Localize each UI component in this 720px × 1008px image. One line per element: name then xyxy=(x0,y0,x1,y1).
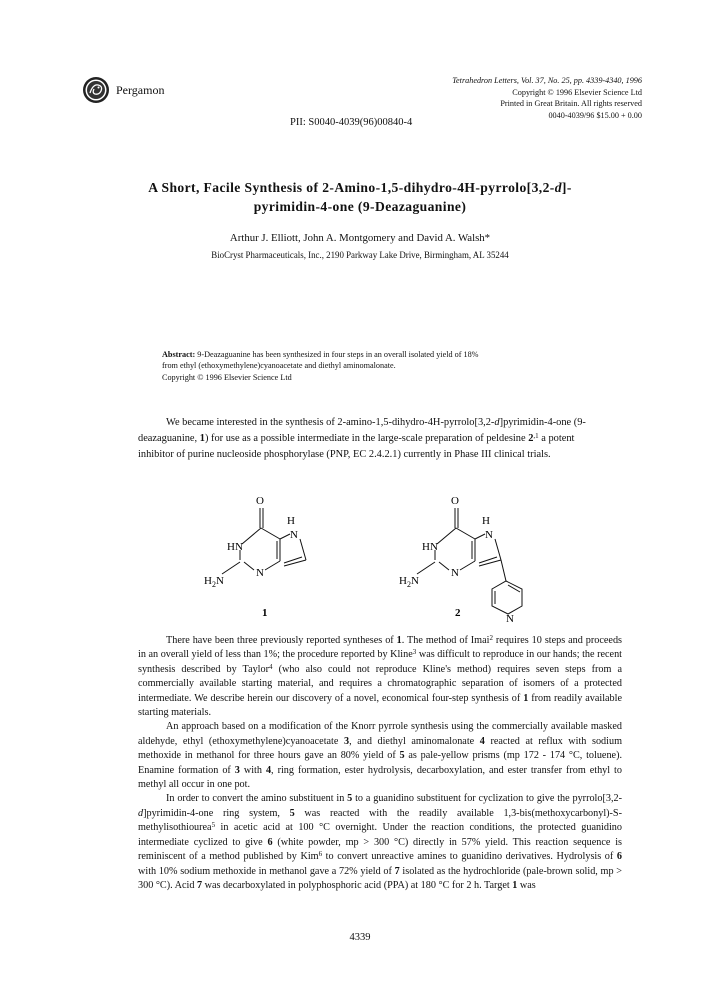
p3-t4: as pale-yellow prisms (mp 172 - 174 °C, toluene). Enamine formation of xyxy=(138,750,623,776)
p2-t1: There have been three previously reported syntheses of xyxy=(166,635,397,646)
s2-hn: HN xyxy=(422,541,438,553)
s1-h2n: $H_2N$ xyxy=(204,575,224,589)
p4-b6: 7 xyxy=(196,879,203,891)
p3-t2: , and diethyl aminomalonate xyxy=(349,735,480,747)
s2-h2n: $H_2N$ xyxy=(399,575,419,589)
p3-b5: 4 xyxy=(265,764,272,776)
s2-o: O xyxy=(451,495,459,507)
p2-ref4: 4 xyxy=(269,662,273,671)
p4-b7: 1 xyxy=(512,879,518,891)
p2-b2: 1 xyxy=(523,692,529,704)
p2-b1: 1 xyxy=(396,635,402,646)
p4-t1: In order to convert the amino substituent in xyxy=(166,793,348,805)
p4-i1: d xyxy=(138,807,144,819)
intro-f: inhibitor of purine nucleoside phosphorylase (PNP, EC 2.4.2.1) currently in Phase III clinical trials. xyxy=(138,449,551,461)
intro-b: ]pyrimidin-4-one (9- xyxy=(499,417,586,428)
paper-title xyxy=(90,178,630,216)
abstract-copyright: Copyright © 1996 Elsevier Science Ltd xyxy=(162,372,292,382)
page-number: 4339 xyxy=(349,932,371,943)
p4-t11: was xyxy=(517,879,536,891)
pergamon-logo xyxy=(82,76,110,104)
s2-n3: N xyxy=(451,567,459,579)
p2-t5: (who also could not reproduce Kline's method) requires seven steps from a commercially available starting material, and requires a chromatographic separation of isomers of a protected intermediate. We describe herein our discovery of a novel, economical four-step synthesis of xyxy=(138,663,622,704)
intro-a: We became interested in the synthesis of 2-amino-1,5-dihydro-4H-pyrrolo[3,2- xyxy=(166,417,495,428)
intro-d: ) for use as a possible intermediate in the large-scale preparation of peldesine xyxy=(204,433,529,445)
p3-b2: 4 xyxy=(479,735,485,747)
p2-t3: requires 10 steps and proceeds in an overall yield of less than 1%; the procedure reported by Kline xyxy=(138,635,622,661)
p4-t10: was decarboxylated in polyphosphoric acid (PPA) at 180 °C for 2 h. Target xyxy=(202,879,513,891)
intro-a-italic: d xyxy=(494,417,500,428)
p4-t7: to convert unreactive amines to guanidino derivatives. Hydrolysis of xyxy=(322,851,617,863)
s1-o: O xyxy=(256,495,264,507)
affiliation: BioCryst Pharmaceuticals, Inc., 2190 Parkway Lake Drive, Birmingham, AL 35244 xyxy=(211,250,509,260)
s1-n3: N xyxy=(256,567,264,579)
intro-compound-1: 1 xyxy=(199,433,205,445)
abstract-text2: from ethyl (ethoxymethylene)cyanoacetate and diethyl aminomalonate. xyxy=(162,361,396,371)
s1-h: H xyxy=(287,515,295,527)
abstract xyxy=(162,349,582,383)
p4-t6: (white powder, mp > 300 °C) directly in 57% yield. This reaction sequence is reminiscent of a method published by Kim xyxy=(138,836,623,863)
p3-t5: with xyxy=(239,764,266,776)
s1-label: 1 xyxy=(262,607,268,619)
journal-citation: Tetrahedron Letters, Vol. 37, No. 25, pp. 4339-4340, 1996 xyxy=(452,76,642,85)
chemical-structures xyxy=(180,488,580,628)
price-line: 0040-4039/96 $15.00 + 0.00 xyxy=(548,110,642,120)
p3-t6: , ring formation, ester hydrolysis, decarboxylation, and ester transfer from ethyl to methyl all occur in one pot. xyxy=(138,764,622,791)
title-line2: pyrimidin-4-one (9-Deazaguanine) xyxy=(253,199,467,214)
intro-c: deazaguanine, xyxy=(138,433,200,445)
p4-t5: in acetic acid at 100 °C overnight. Under the reaction conditions, the protected guanidino intermediate cyclized to give xyxy=(138,822,622,848)
structure-2 xyxy=(417,508,522,614)
p2-t6: from readily available starting materials. xyxy=(138,692,623,719)
s1-n5: N xyxy=(290,529,298,541)
intro-paragraph xyxy=(138,415,622,464)
abstract-label: Abstract: xyxy=(162,350,196,359)
copyright-line: Copyright © 1996 Elsevier Science Ltd xyxy=(512,87,642,97)
title-italic: d xyxy=(554,180,562,195)
p4-t8: with 10% sodium methoxide in methanol gave a 72% yield of xyxy=(138,865,395,877)
p2-t4: was difficult to reproduce in our hands; the recent synthesis described by Taylor xyxy=(138,649,623,675)
p4-t9: isolated as the hydrochloride (pale-brown solid, mp > 300 °C). Acid xyxy=(138,865,623,891)
p3-b1: 3 xyxy=(343,735,350,747)
p2-ref3: 3 xyxy=(412,648,417,657)
p2-t2: . The method of Imai xyxy=(401,635,490,646)
title-part1: A Short, Facile Synthesis of 2-Amino-1,5-dihydro-4H-pyrrolo[3,2- xyxy=(148,180,555,195)
intro-ref-1: ,1 xyxy=(533,432,539,441)
s2-n5: N xyxy=(485,529,493,541)
pii-identifier: PII: S0040-4039(96)00840-4 xyxy=(290,117,413,128)
s2-npyr: N xyxy=(506,613,514,625)
p4-b2: 5 xyxy=(289,807,295,819)
paragraph-3 xyxy=(138,720,622,792)
p3-t1: An approach based on a modification of the Knorr pyrrole synthesis using the commercially available masked aldehyde, ethyl (ethoxymethylene)cyanoacetate xyxy=(138,721,622,747)
p4-t3: ]pyrimidin-4-one ring system, xyxy=(143,807,290,819)
publisher-name: Pergamon xyxy=(116,83,165,97)
p4-b1: 5 xyxy=(347,793,353,805)
p3-t3: reacted at reflux with sodium methoxide in methanol for three hours gave an 80% yield of xyxy=(138,735,622,762)
p3-b4: 3 xyxy=(234,764,240,776)
p3-b3: 5 xyxy=(399,750,405,762)
abstract-text1: 9-Deazaguanine has been synthesized in four steps in an overall isolated yield of 18% xyxy=(195,350,479,359)
paragraph-2 xyxy=(138,634,622,720)
p4-ref5: 5 xyxy=(211,821,216,830)
p4-b5: 7 xyxy=(394,865,400,877)
intro-compound-2: 2 xyxy=(528,433,534,445)
s2-h: H xyxy=(482,515,490,527)
body-text xyxy=(138,634,622,893)
p2-ref2: 2 xyxy=(489,634,493,642)
printed-line: Printed in Great Britain. All rights reserved xyxy=(500,99,642,108)
journal-info xyxy=(452,75,642,121)
authors: Arthur J. Elliott, John A. Montgomery and David A. Walsh* xyxy=(229,232,491,244)
s1-hn: HN xyxy=(227,541,243,553)
intro-e: a potent xyxy=(538,433,575,445)
p4-t4: was reacted with the readily available 1,3-bis(methoxycarbonyl)-S-methylisothiourea xyxy=(138,807,622,834)
p4-b3: 6 xyxy=(267,836,273,848)
paragraph-4 xyxy=(138,792,622,893)
p4-t2: to a guanidino substituent for cyclization to give the pyrrolo[3,2- xyxy=(352,793,623,805)
p4-ref6: 6 xyxy=(318,850,323,859)
title-part2: ]- xyxy=(561,180,572,195)
p4-b4: 6 xyxy=(616,851,622,863)
s2-label: 2 xyxy=(455,607,461,619)
